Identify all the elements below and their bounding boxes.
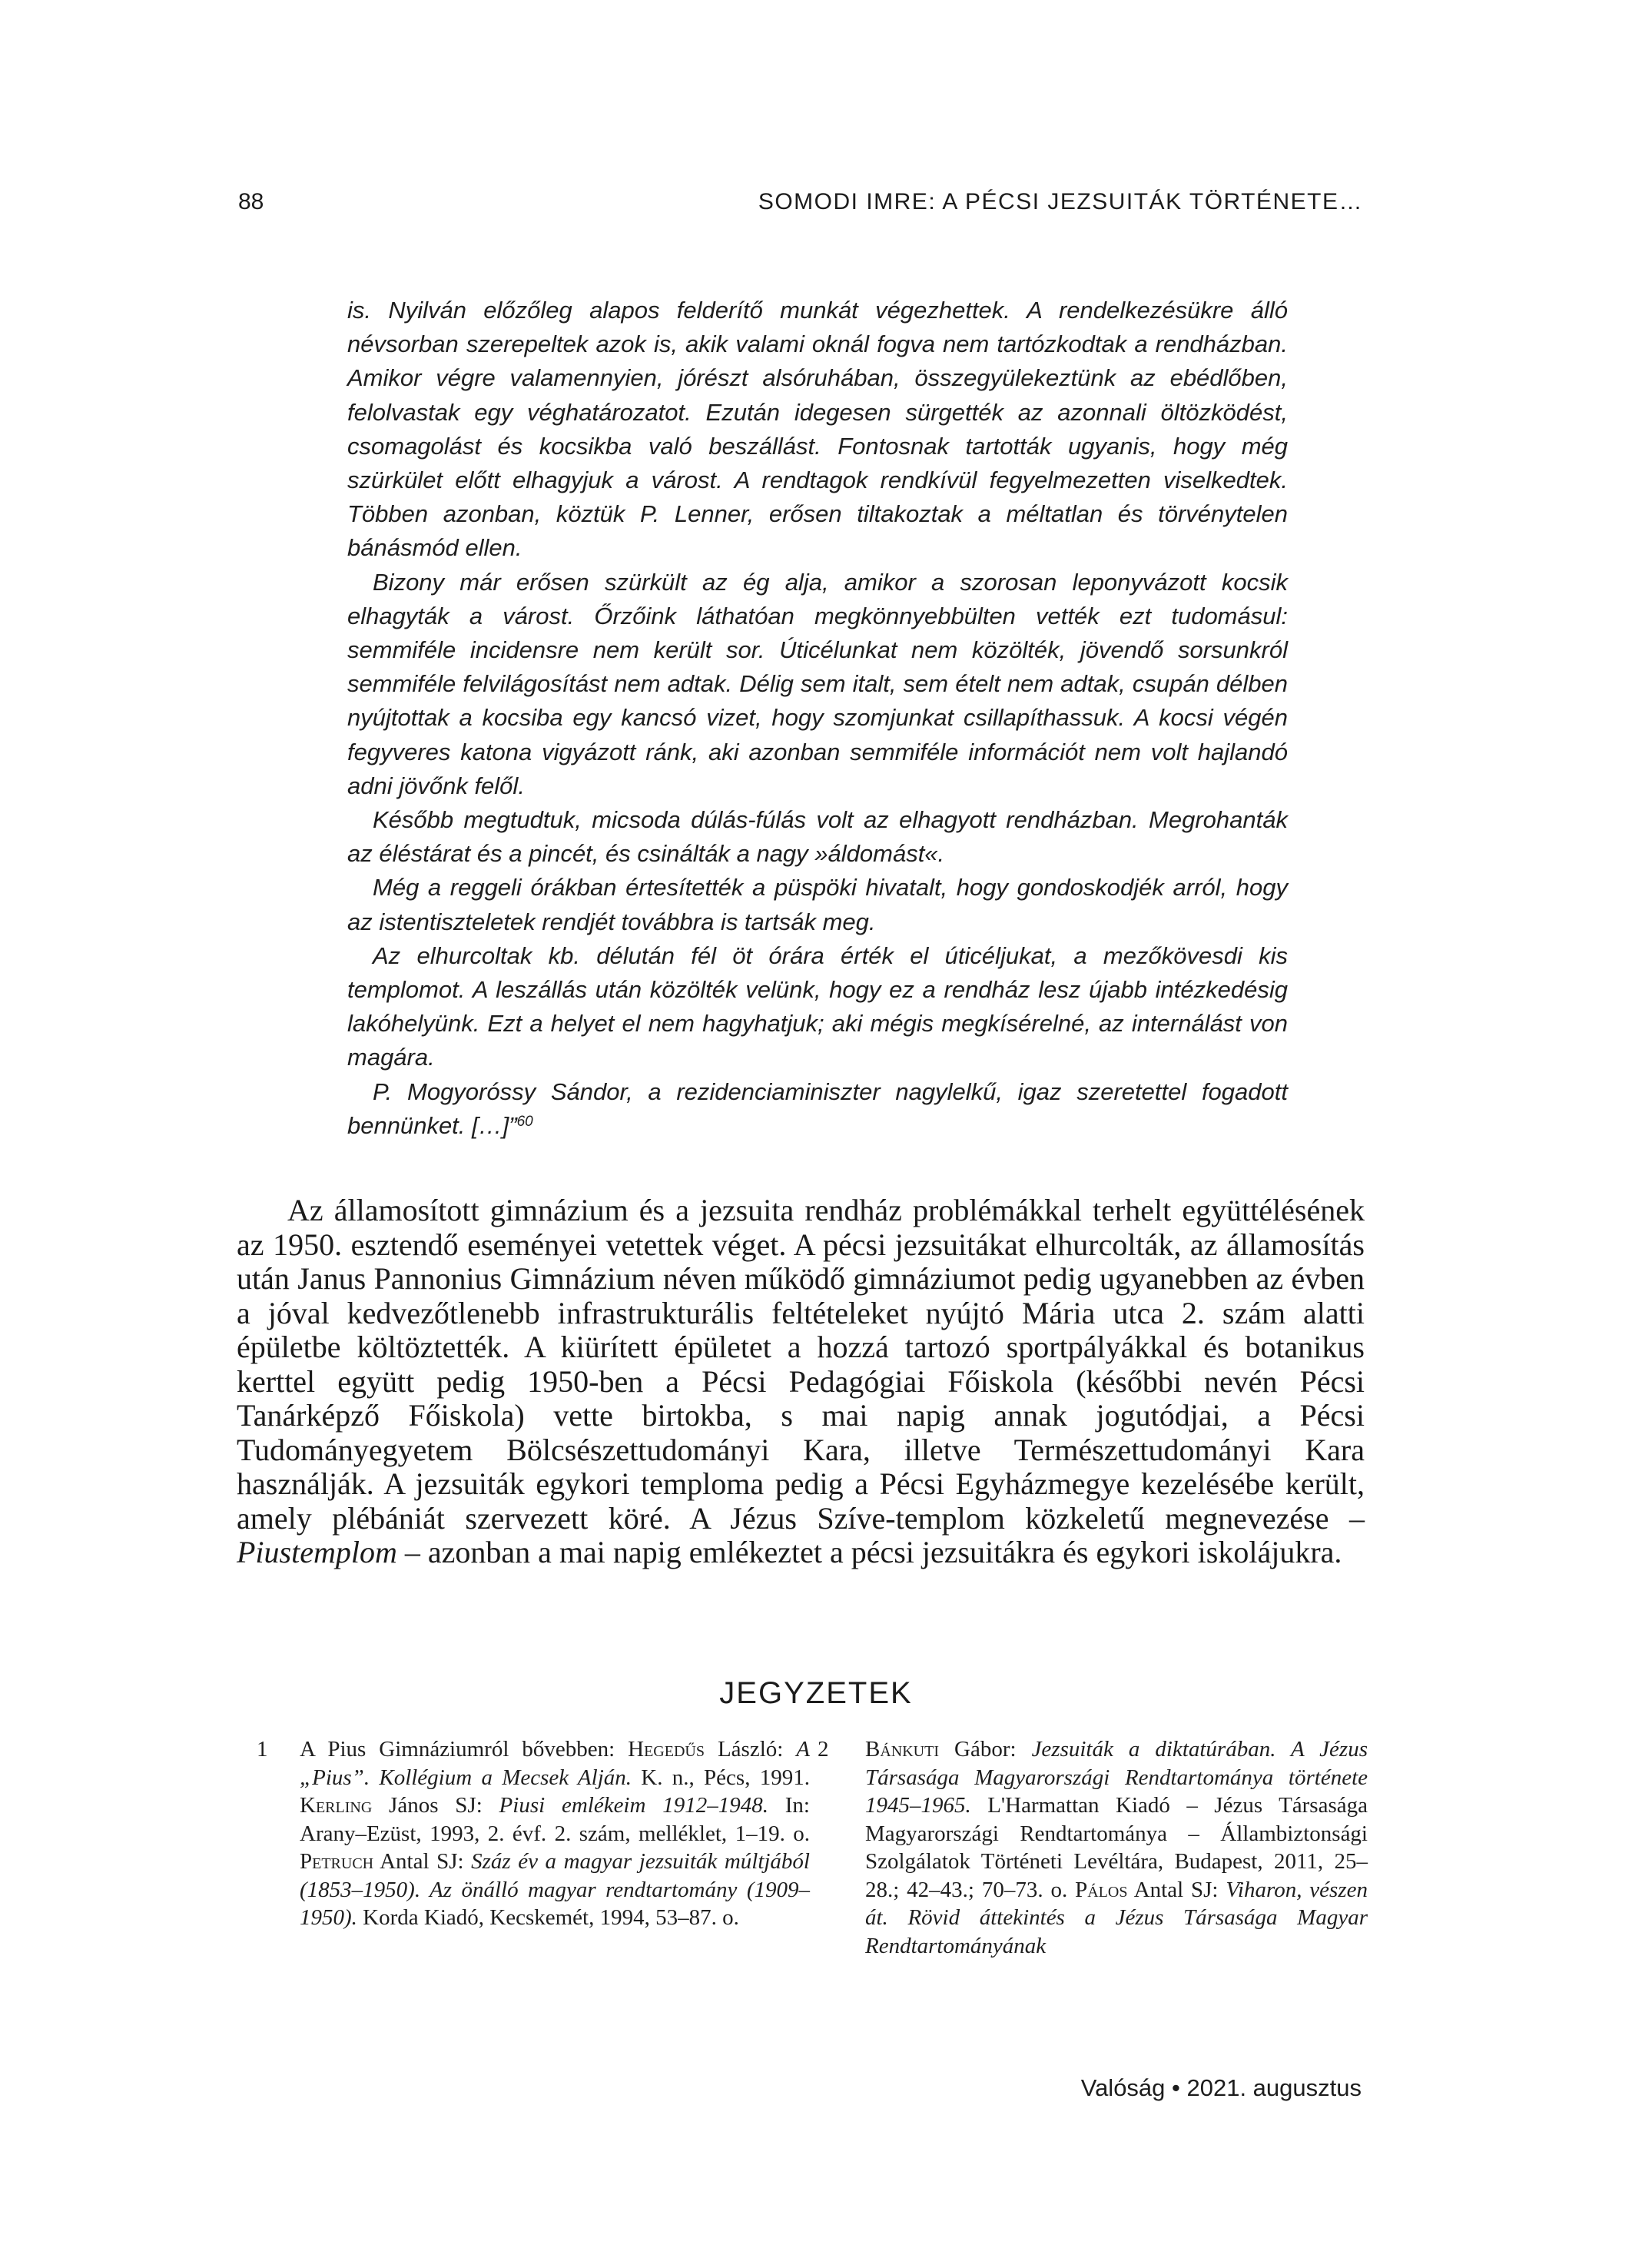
body-text-span: – azonban a mai napig emlékeztet a pécsi jezsuitákra és egykori iskolájukra. — [396, 1535, 1342, 1569]
quote-paragraph: Később megtudtuk, micsoda dúlás-fúlás volt az elhagyott rendházban. Megrohanták az éléstárat és a pincét, és csinálták a nagy »áldomást«. — [347, 806, 1288, 868]
page-footer: Valóság • 2021. augusztus — [1080, 2074, 1362, 2101]
endnote-text: Bánkuti Gábor: Jezsuiták a diktatúrában. A Jézus Társasága Magyarországi Rendtartománya története 1945–1965. L'Harmattan Kiadó – Jézus Társasága Magyarországi Rendtartománya – Állambiztonsági Szolgálatok Történeti Levéltára, Budapest, 2011, 25–28.; 42–43.; 70–73. o. Pálos Antal SJ: Viharon, vészen át. Rövid áttekintés a Jézus Társasága Magyar Rendtartományának — [865, 1737, 1368, 1958]
running-head: SOMODI IMRE: A PÉCSI JEZSUITÁK TÖRTÉNETE… — [758, 189, 1363, 214]
quote-paragraph: Bizony már erősen szürkült az ég alja, amikor a szorosan leponyvázott kocsik elhagyták a várost. Őrzőink láthatóan megkönnyebbülten vették ezt tudomásul: semmiféle incidensre nem került sor. Úticélunkat nem közölték, jövendő sorsunkról semmiféle felvilágosítást nem adtak. Délig sem italt, sem ételt nem adtak, csupán délben nyújtottak a kocsiba egy kancsó vizet, hogy szomjunkat csillapíthassuk. A kocsi végén fegyveres katona vigyázott ránk, aki azonban semmiféle információt nem volt hajlandó adni jövőnk felől. — [347, 568, 1288, 799]
endnote-text: A Pius Gimnáziumról bővebben: Hegedűs László: A „Pius”. Kollégium a Mecsek Alján. K. n., Pécs, 1991. Kerling János SJ: Piusi emlékeim 1912–1948. In: Arany–Ezüst, 1993, 2. évf. 2. szám, melléklet, 1–19. o. Petruch Antal SJ: Száz év a magyar jezsuiták múltjából (1853–1950). Az önálló magyar rendtartomány (1909–1950). Korda Kiadó, Kecskemét, 1994, 53–87. o. — [300, 1737, 811, 1930]
quote-text: P. Mogyoróssy Sándor, a rezidenciaminiszter nagylelkű, igaz szeretettel fogadott bennünket. […]” — [347, 1078, 1288, 1139]
quote-paragraph: Még a reggeli órákban értesítették a püspöki hivatalt, hogy gondoskodjék arról, hogy az istentiszteletek rendjét továbbra is tartsák meg. — [347, 874, 1288, 935]
body-text-span: Az államosított gimnázium és a jezsuita rendház problémákkal terhelt együttélésének az 1950. esztendő eseményei vetettek véget. A pécsi jezsuitákat elhurcolták, az államosítás után Janus Pannonius Gimnázium néven működő gimnáziumot pedig ugyanebben az évben a jóval kedvezőtlenebb infrastrukturális feltételeket nyújtó Mária utca 2. szám alatti épületbe költöztették. A kiürített épületet a hozzá tartozó sportpályákkal és botanikus kerttel együtt pedig 1950-ben a Pécsi Pedagógiai Főiskola (későbbi nevén Pécsi Tanárképző Főiskola) vette birtokba, s mai napig annak jogutódjai, a Pécsi Tudományegyetem Bölcsészettudományi Kara, illetve Természettudományi Kara használják. A jezsuiták egykori temploma pedig a Pécsi Egyházmegye kezelésébe került, amely plébániát szervezett köré. A Jézus Szíve-templom közkeletű megnevezése – — [237, 1193, 1365, 1536]
endnote-number: 2 — [818, 1737, 829, 1762]
quote-paragraph-last — [347, 1075, 1288, 1143]
quote-paragraph: is. Nyilván előzőleg alapos felderítő munkát végezhettek. A rendelkezésükre álló névsorban szerepeltek azok is, akik valami oknál fogva nem tartózkodtak a rendházban. Amikor végre valamennyien, jórészt alsóruhában, összegyülekeztünk az ebédlőben, felolvastak egy véghatározatot. Ezután idegesen sürgették az azonnali öltözködést, csomagolást és kocsikba való beszállást. Fontosnak tartották ugyanis, hogy még szürkület előtt elhagyjuk a várost. A rendtagok rendkívül fegyelmezetten viselkedtek. Többen azonban, köztük P. Lenner, erősen tiltakoztak a méltatlan és törvénytelen bánásmód ellen. — [347, 297, 1288, 562]
notes-heading: JEGYZETEK — [719, 1676, 913, 1710]
block-quote — [347, 294, 1288, 1143]
quote-paragraph: Az elhurcoltak kb. délután fél öt órára érték el úticéljukat, a mezőkövesdi kis templomot. A leszállás után közölték velünk, hogy ez a rendház lesz újabb intézkedésig lakóhelyünk. Ezt a helyet el nem hagyhatjuk; aki mégis megkísérelné, az internálást von magára. — [347, 941, 1288, 1071]
footnote-ref: 60 — [516, 1113, 533, 1130]
page-number: 88 — [238, 189, 264, 214]
page-header — [238, 189, 1363, 223]
body-text — [237, 1194, 1365, 1570]
body-paragraph — [237, 1194, 1365, 1570]
endnote-number: 1 — [257, 1737, 268, 1762]
italic-term: Piustemplom — [237, 1535, 397, 1569]
